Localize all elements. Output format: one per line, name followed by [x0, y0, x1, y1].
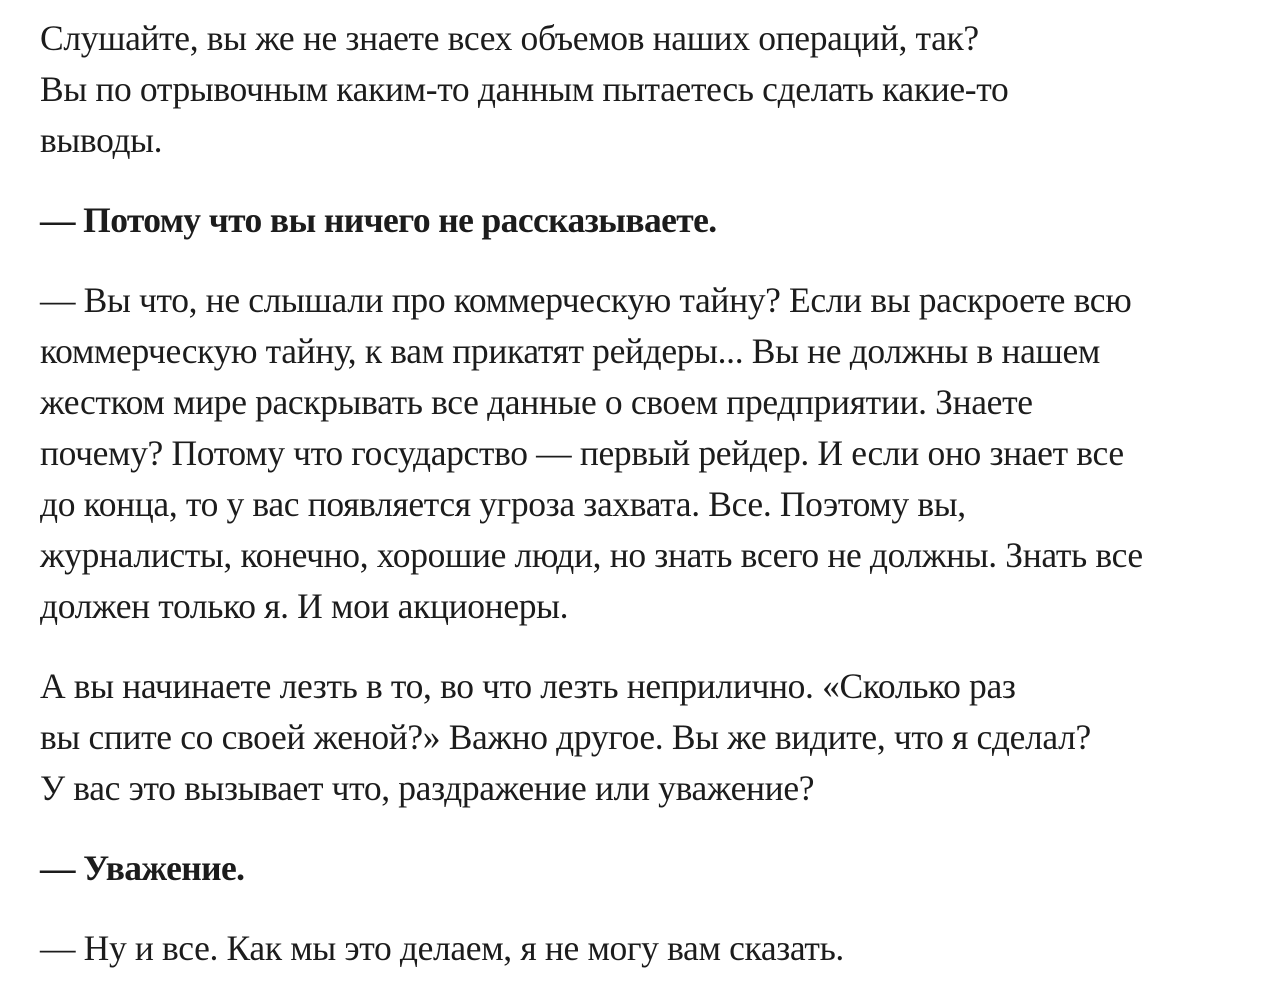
paragraph-2: [40, 275, 1260, 632]
text-line: вы спите со своей женой?» Важно другое. Вы же видите, что я сделал?: [40, 717, 1091, 757]
text-line: — Ну и все. Как мы это делаем, я не могу вам сказать.: [40, 928, 844, 968]
text-line: до конца, то у вас появляется угроза захвата. Все. Поэтому вы,: [40, 484, 966, 524]
paragraph-1: [40, 13, 1260, 166]
paragraph-4: [40, 923, 1260, 974]
text-line: журналисты, конечно, хорошие люди, но знать всего не должны. Знать все: [40, 535, 1143, 575]
text-line: А вы начинаете лезть в то, во что лезть неприлично. «Сколько раз: [40, 666, 1016, 706]
text-line: жестком мире раскрывать все данные о своем предприятии. Знаете: [40, 382, 1033, 422]
interviewer-question-2: [40, 843, 1260, 894]
text-line: Слушайте, вы же не знаете всех объемов наших операций, так?: [40, 18, 979, 58]
text-line: Вы по отрывочным каким-то данным пытаетесь сделать какие-то: [40, 69, 1009, 109]
text-line: У вас это вызывает что, раздражение или уважение?: [40, 768, 815, 808]
text-line: — Вы что, не слышали про коммерческую тайну? Если вы раскроете всю: [40, 280, 1132, 320]
question-text: — Уважение.: [40, 848, 245, 888]
question-text: — Потому что вы ничего не рассказываете.: [40, 200, 717, 240]
paragraph-3: [40, 661, 1260, 814]
text-line: выводы.: [40, 120, 163, 160]
text-line: почему? Потому что государство — первый рейдер. И если оно знает все: [40, 433, 1124, 473]
interviewer-question-1: [40, 195, 1260, 246]
text-line: коммерческую тайну, к вам прикатят рейдеры... Вы не должны в нашем: [40, 331, 1101, 371]
text-line: должен только я. И мои акционеры.: [40, 586, 569, 626]
article-body: [40, 13, 1260, 1003]
